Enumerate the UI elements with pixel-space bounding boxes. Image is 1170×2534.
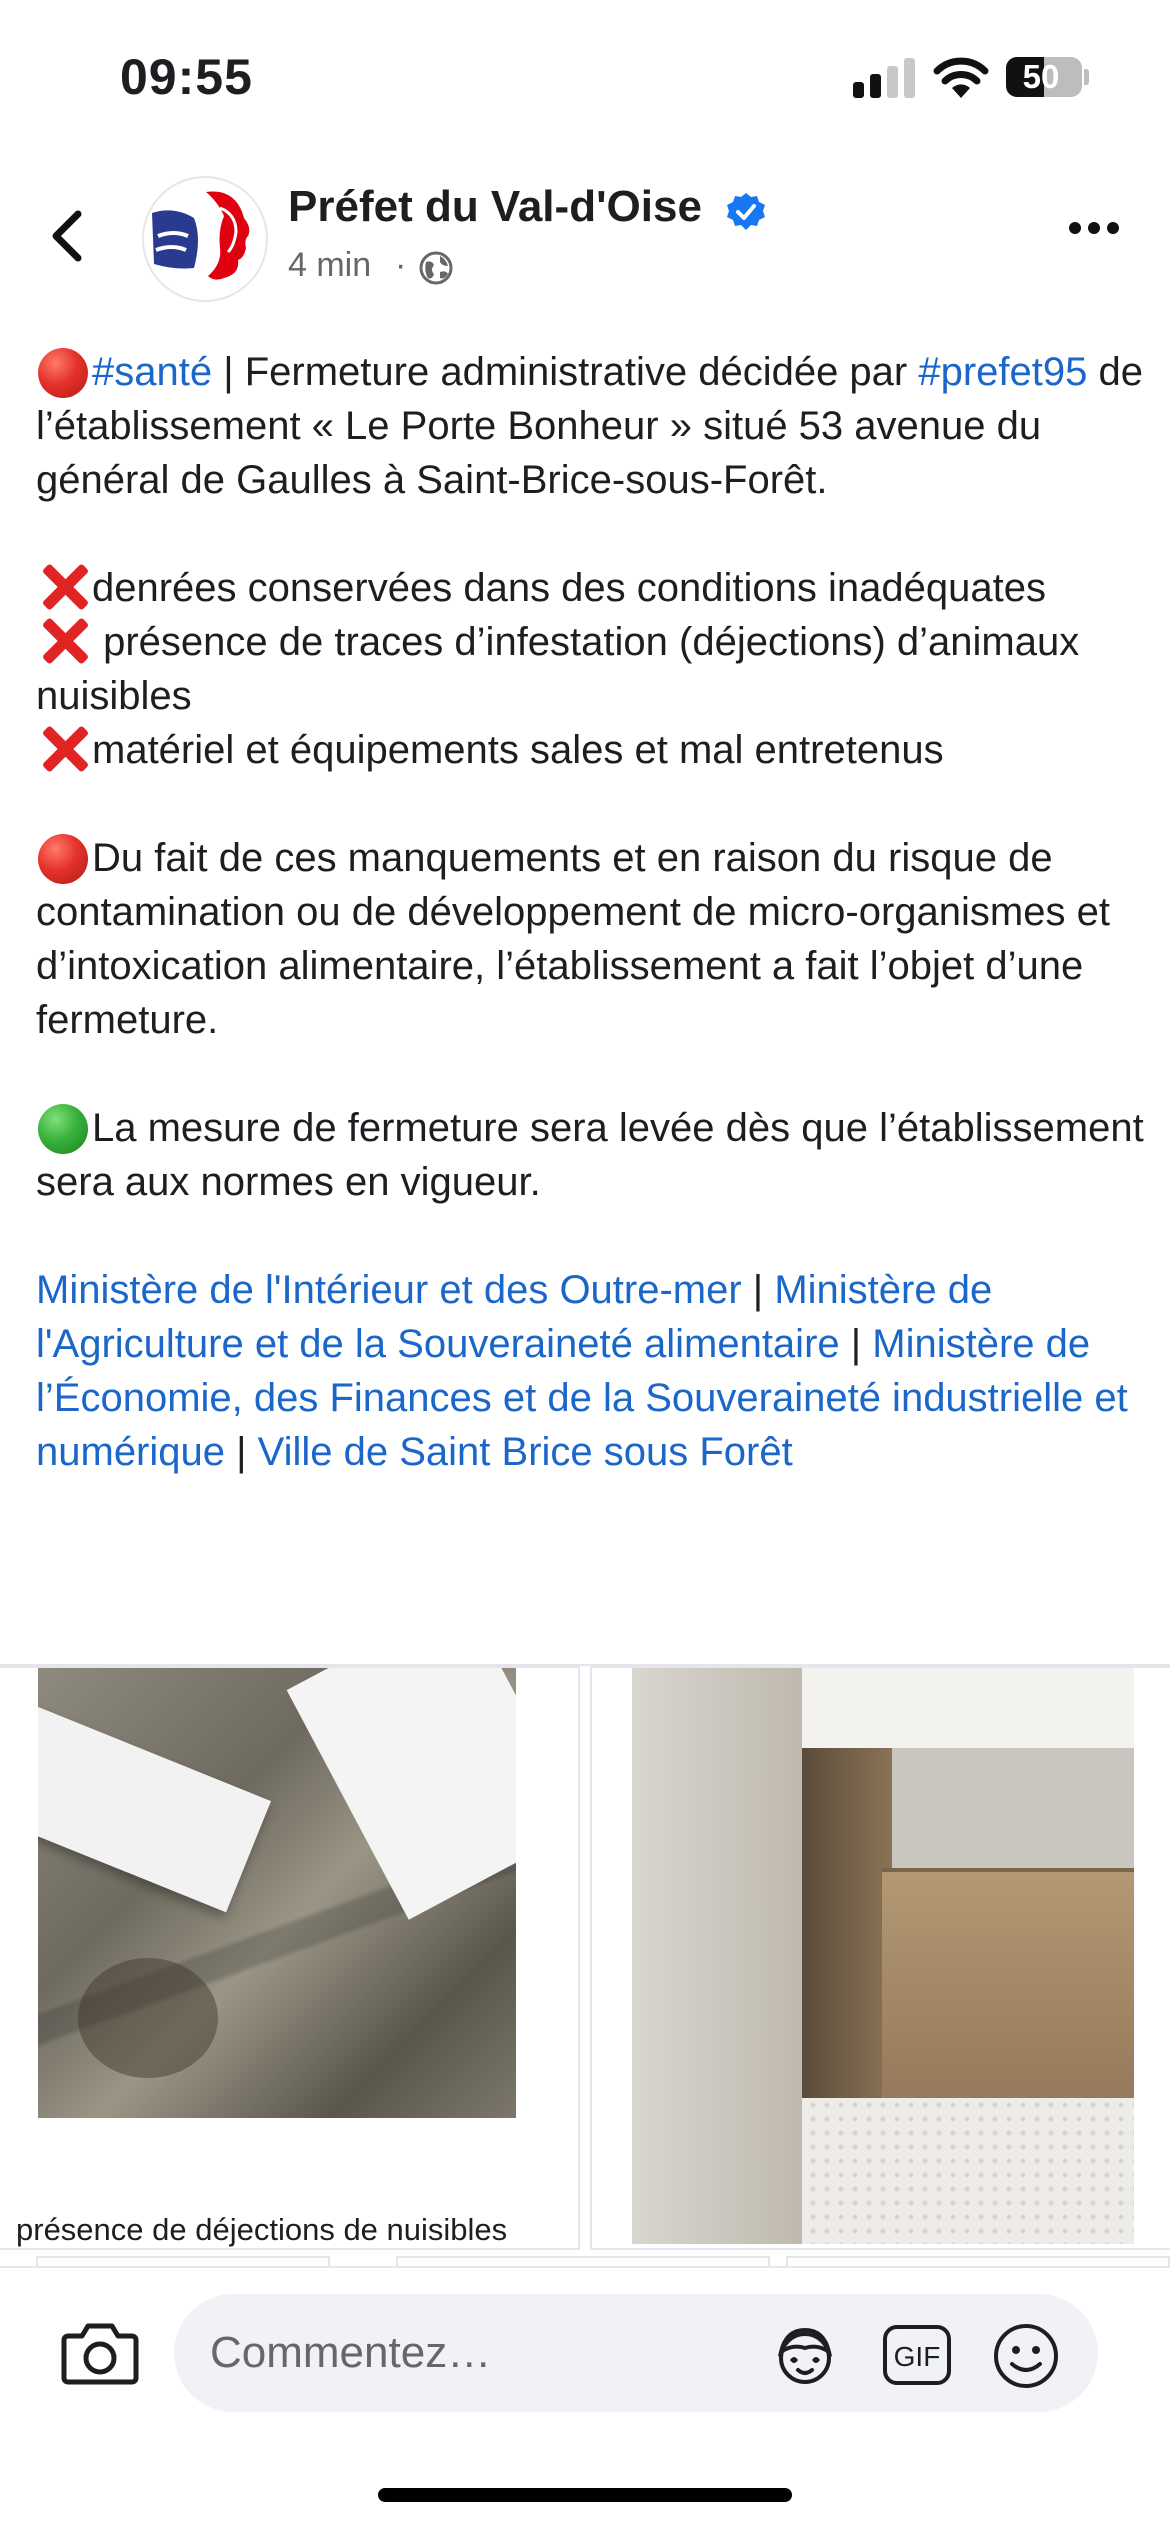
photo-wall-area xyxy=(287,1668,516,1920)
home-indicator[interactable] xyxy=(378,2488,792,2502)
mention-separator: | xyxy=(839,1322,873,1366)
mention-separator: | xyxy=(225,1430,258,1474)
mention-ministere-economie[interactable]: Ministère de l’Économie, des Finances et de la Souveraineté industrielle et numérique xyxy=(36,1322,1128,1474)
wifi-icon xyxy=(932,56,990,100)
red-circle-icon xyxy=(36,831,92,879)
cross-mark-icon xyxy=(36,723,92,771)
avatar-sticker-icon[interactable] xyxy=(772,2322,838,2388)
emoji-icon[interactable] xyxy=(992,2322,1060,2390)
photo-card-droppings[interactable] xyxy=(0,1666,580,2250)
gif-icon[interactable] xyxy=(882,2324,952,2386)
post-mentions xyxy=(36,1263,1146,1479)
post-paragraph-reason xyxy=(36,831,1146,1047)
photo-droppings[interactable] xyxy=(38,1668,516,2118)
post-header xyxy=(0,160,1170,310)
finding-item xyxy=(36,561,1146,615)
mention-ville-saint-brice[interactable]: Ville de Saint Brice sous Forêt xyxy=(257,1430,793,1474)
lifting-text: La mesure de fermeture sera levée dès que l’établissement sera aux normes en vigueur. xyxy=(36,1106,1144,1204)
red-circle-icon xyxy=(36,345,92,393)
intro-text-2: de l’établissement « Le Porte Bonheur » situé 53 avenue du général de Gaulles à Saint-Brice-sous-Forêt. xyxy=(36,350,1143,502)
green-circle-icon xyxy=(36,1101,92,1149)
photo-floor xyxy=(792,2098,1134,2244)
gif-label: GIF xyxy=(893,2341,941,2372)
reason-text: Du fait de ces manquements et en raison du risque de contamination ou de développement de micro-organismes et d’intoxication alimentaire, l’établissement a fait l’objet d’une fermeture. xyxy=(36,836,1110,1042)
post-paragraph-lifting xyxy=(36,1101,1146,1209)
battery-icon xyxy=(1006,57,1082,97)
photo-stain xyxy=(78,1958,218,2078)
battery-cap xyxy=(1084,69,1089,85)
finding-text: matériel et équipements sales et mal entretenus xyxy=(92,728,944,772)
post-paragraph-intro xyxy=(36,345,1146,507)
comment-input[interactable] xyxy=(174,2294,1098,2412)
more-options-icon[interactable] xyxy=(1068,220,1120,236)
avatar[interactable] xyxy=(142,176,268,302)
cross-mark-icon xyxy=(36,561,92,609)
back-arrow-icon[interactable] xyxy=(44,206,94,266)
status-bar xyxy=(0,0,1170,150)
cross-mark-icon xyxy=(36,615,92,663)
photo-cardboard-box xyxy=(882,1868,1134,2112)
photo-shelf xyxy=(762,1668,1134,1748)
timestamp-separator: · xyxy=(395,246,407,284)
battery-percentage: 50 xyxy=(1022,58,1060,95)
hashtag-prefet95[interactable]: #prefet95 xyxy=(918,350,1088,394)
photo-caption: présence de déjections de nuisibles xyxy=(16,2212,508,2247)
finding-item xyxy=(36,723,1146,777)
intro-text-1: | Fermeture administrative décidée par xyxy=(212,350,919,394)
post-timestamp: 4 min xyxy=(288,246,372,284)
mention-separator: | xyxy=(741,1268,775,1312)
status-time: 09:55 xyxy=(120,49,253,105)
finding-text: denrées conservées dans des conditions inadéquates xyxy=(92,566,1046,610)
photo-white-box xyxy=(38,1704,271,1913)
finding-text: présence de traces d’infestation (déjections) d’animaux nuisibles xyxy=(36,620,1080,718)
hashtag-sante[interactable]: #santé xyxy=(92,350,213,394)
globe-icon xyxy=(418,250,454,286)
verified-badge-icon xyxy=(726,192,766,232)
mention-ministere-interieur[interactable]: Ministère de l'Intérieur et des Outre-mer xyxy=(36,1268,742,1312)
marianne-logo-icon xyxy=(144,178,266,300)
author-name[interactable]: Préfet du Val-d'Oise xyxy=(288,182,702,231)
post-paragraph-findings xyxy=(36,561,1146,777)
cellular-signal-icon xyxy=(853,58,915,98)
camera-icon[interactable] xyxy=(60,2320,140,2386)
post-text xyxy=(36,345,1146,1479)
photo-dark-gap xyxy=(802,1748,892,2128)
comment-placeholder: Commentez… xyxy=(210,2328,492,2377)
photo-pillar xyxy=(632,1668,802,2244)
finding-item xyxy=(36,615,1146,723)
photo-storage-corner[interactable] xyxy=(632,1668,1134,2244)
photo-card-storage[interactable] xyxy=(590,1666,1170,2250)
mention-ministere-agriculture[interactable]: Ministère de l'Agriculture et de la Souveraineté alimentaire xyxy=(36,1268,993,1366)
